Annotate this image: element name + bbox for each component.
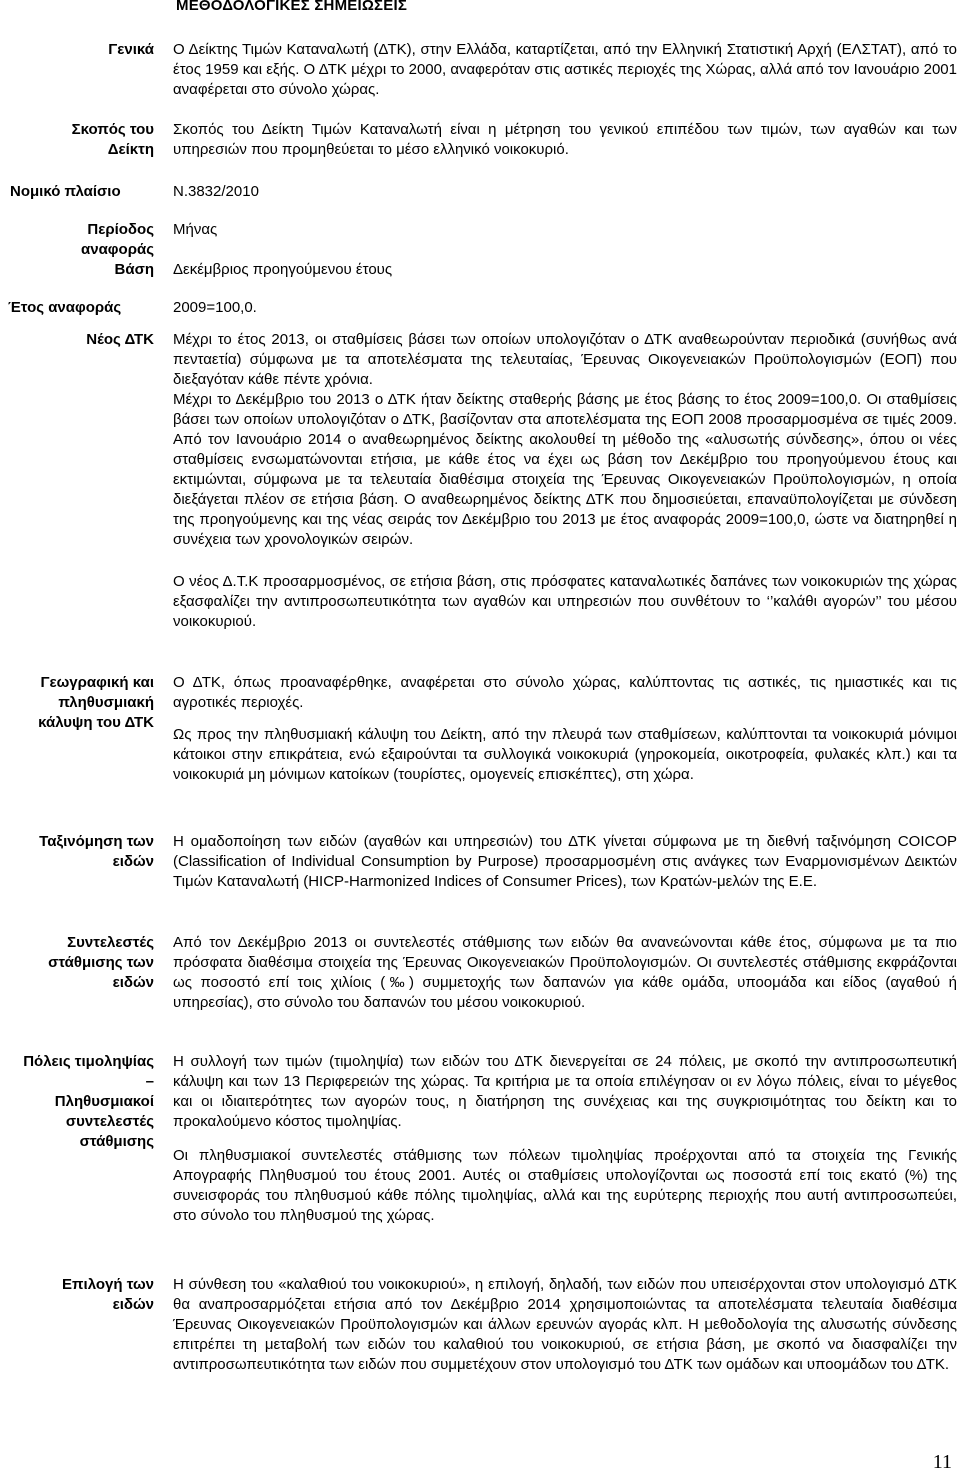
label-line: Πληθυσμιακοί (54, 1093, 154, 1110)
label-line: πληθυσμιακή (58, 694, 154, 711)
section-label: Νομικό πλαίσιο (10, 183, 121, 200)
label-line: Συντελεστές (67, 934, 154, 951)
paragraph: Δεκέμβριος προηγούμενου έτους (173, 261, 393, 278)
section-label (0, 832, 154, 872)
label-line: στάθμισης (79, 1133, 154, 1150)
section-text (173, 40, 957, 100)
label-line: Πόλεις τιμοληψίας (23, 1053, 154, 1070)
label-line: Γεωγραφική και (40, 674, 154, 691)
label-line: Επιλογή των (62, 1276, 154, 1293)
section-label: Γενικά (108, 41, 154, 58)
paragraph: Ο ΔΤΚ, όπως προαναφέρθηκε, αναφέρεται στο σύνολο χώρας, καλύπτοντας τις αστικές, τις ημιαστικές και τις αγροτικές περιοχές. (173, 674, 957, 711)
section-text (173, 220, 957, 240)
section-label (0, 220, 154, 260)
paragraph: Οι πληθυσμιακοί συντελεστές στάθμισης των πόλεων τιμοληψίας προέρχονται από τα στοιχεία της Γενικής Απογραφής Πληθυσμού του έτους 2001. Αυτές οι σταθμίσεις υπολογίζονται ως ποσοστά επί τοις εκατό (%) της συνεισφοράς του πληθυσμού κάθε πόλης τιμοληψίας, αλλά και της ευρύτερης περιοχής που αυτή αντιπροσωπεύει, στο σύνολο του πληθυσμού της χώρας. (173, 1147, 957, 1224)
section-text (173, 1052, 957, 1226)
paragraph: Ο νέος Δ.Τ.Κ προσαρμοσμένος, σε ετήσια βάση, στις πρόσφατες καταναλωτικές δαπάνες των νοικοκυριών της χώρας εξασφαλίζει την αντιπροσωπευτικότητα των αγαθών και υπηρεσιών που συνθέτουν το ‘’καλάθι αγορών’’ του μέσου νοικοκυριού. (173, 573, 957, 630)
section-label: Βάση (114, 261, 154, 278)
section-label (0, 933, 154, 993)
paragraph: Μέχρι το Δεκέμβριο του 2013 ο ΔΤΚ ήταν δείκτης σταθερής βάσης με έτος βάσης το έτος 2009=100,0. Οι σταθμίσεις βάσει των οποίων υπολογιζόταν ο ΔΤΚ, βασίζονταν στα αποτελέσματα της ΕΟΠ 2008 προσαρμοσμένα σε τιμές 2009. Από τον Ιανουάριο 2014 ο αναθεωρημένος δείκτης ακολουθεί τη μέθοδο της «αλυσωτής σύνδεσης», όπου οι νέες σταθμίσεις ενσωματώνονται ετήσια, με κάθε έτος να έχει ως βάση τον Δεκέμβριο του προηγούμενου έτους και εκτιμώνται, σύμφωνα με τα τελευταία διαθέσιμα στοιχεία της Έρευνας Οικογενειακών Προϋπολογισμών, η οποία διεξάγεται πλέον σε ετήσια βάση. Ο αναθεωρημένος δείκτης ΔΤΚ που δημοσιεύεται, επαναϋπολογίζεται με σύνδεση της προηγούμενης και της νέας σειράς τον Δεκέμβριο του 2013 με έτος αναφοράς 2009=100,0, ώστε να διατηρηθεί η συνέχεια των χρονολογικών σειρών. (173, 391, 957, 548)
label-line: Ταξινόμηση των (39, 833, 154, 850)
section-text (173, 673, 957, 785)
section-text (173, 330, 957, 632)
label-line: – (145, 1073, 154, 1090)
label-line: στάθμισης των (48, 954, 154, 971)
page-title: ΜΕΘΟΔΟΛΟΓΙΚΕΣ ΣΗΜΕΙΩΣΕΙΣ (176, 0, 408, 14)
paragraph: 2009=100,0. (173, 299, 257, 316)
paragraph: Η σύνθεση του «καλαθιού του νοικοκυριού», η επιλογή, δηλαδή, των ειδών που υπεισέρχονται στον υπολογισμό ΔΤΚ θα αναπροσαρμόζεται ετήσια από τον Δεκέμβριο 2014 χρησιμοποιώντας τα αποτελέσματα τελευταία διαθέσιμα Έρευνας Οικογενειακών Προϋπολογισμών και άλλων ερευνών αγοράς κλπ. Η μεθοδολογία της αλυσωτής σύνδεσης επιτρέπει τη μεταβολή των ειδών του καλαθιού του νοικοκυριού, σε ετήσια βάση, με σκοπό να διασφαλίζει την αντιπροσωπευτικότητα των ειδών που συμμετέχουν στον υπολογισμό του ΔΤΚ των ομάδων και υποομάδων του ΔΤΚ. (173, 1276, 957, 1373)
section-text (173, 298, 957, 318)
section-text (173, 1275, 957, 1375)
paragraph: Ως προς την πληθυσμιακή κάλυψη του Δείκτη, από την πλευρά των σταθμίσεων, καλύπτονται τα νοικοκυριά μόνιμοι κάτοικοι στην επικράτεια, ενώ εξαιρούνται τα συλλογικά νοικοκυριά (γηροκομεία, οικοτροφεία, φυλακές κλπ.) και τα νοικοκυριά μη μόνιμων κατοίκων (τουρίστες, ομογενείς επισκέπτες), στη χώρα. (173, 726, 957, 783)
label-line: ειδών (112, 974, 154, 991)
section-text (173, 832, 957, 892)
section-text (173, 182, 957, 202)
section-text (173, 260, 957, 280)
label-line: Σκοπός του (71, 121, 154, 138)
label-line: αναφοράς (81, 241, 154, 258)
label-line: ειδών (112, 853, 154, 870)
section-label (0, 673, 154, 733)
paragraph: Η συλλογή των τιμών (τιμοληψία) των ειδών του ΔΤΚ διενεργείται σε 24 πόλεις, με σκοπό την αντιπροσωπευτική κάλυψη και των 13 Περιφερειών της χώρας. Τα κριτήρια με τα οποία επιλέγησαν οι εν λόγω πόλεις, είναι το μέγεθος και οι ιδιαιτερότητες των αγορών τους, η διατήρηση της συνέχειας και της συγκρισιμότητας του δείκτη και το προκαλούμενο κόστος τιμοληψίας. (173, 1053, 957, 1130)
label-line: Περίοδος (87, 221, 154, 238)
label-line: κάλυψη του ΔΤΚ (38, 714, 154, 731)
label-line: συντελεστές (65, 1113, 154, 1130)
paragraph: Ν.3832/2010 (173, 183, 259, 200)
paragraph: Μήνας (173, 221, 218, 238)
label-line: ειδών (112, 1296, 154, 1313)
paragraph: Μέχρι το έτος 2013, οι σταθμίσεις βάσει των οποίων υπολογιζόταν ο ΔΤΚ αναθεωρούνταν περιοδικά (συνήθως ανά πενταετία) σύμφωνα με τα αποτελέσματα της τελευταίας, Έρευνας Οικογενειακών Προϋπολογισμών (ΕΟΠ) που διεξαγόταν κάθε πέντε χρόνια. (173, 331, 957, 388)
section-text (173, 933, 957, 1013)
section-label: Νέος ΔΤΚ (86, 331, 154, 348)
label-line: Δείκτη (107, 141, 154, 158)
paragraph: Από τον Δεκέμβριο 2013 οι συντελεστές στάθμισης των ειδών θα ανανεώνονται κάθε έτος, σύμφωνα με τα πιο πρόσφατα διαθέσιμα στοιχεία της Έρευνας Οικογενειακών Προϋπολογισμών. Οι συντελεστές στάθμισης εκφράζονται ως ποσοστό επί τοις χιλίοις (‰) συμμετοχής των δαπανών για κάθε ομάδα, υποομάδα και είδος (αγαθού ή υπηρεσίας), στο σύνολο του δαπανών του μέσου νοικοκυριού. (173, 934, 957, 1011)
paragraph: Σκοπός του Δείκτη Τιμών Καταναλωτή είναι η μέτρηση του γενικού επιπέδου των τιμών, των αγαθών και των υπηρεσιών που προμηθεύεται το μέσο ελληνικό νοικοκυριό. (173, 121, 957, 158)
section-label (0, 120, 154, 160)
paragraph: Ο Δείκτης Τιμών Καταναλωτή (ΔΤΚ), στην Ελλάδα, καταρτίζεται, από την Ελληνική Στατιστική Αρχή (ΕΛΣΤΑΤ), από το έτος 1959 και εξής. Ο ΔΤΚ μέχρι το 2000, αναφερόταν στις αστικές περιοχές της Χώρας, αλλά από τον Ιανουάριο 2001 αναφέρεται στο σύνολο χώρας. (173, 41, 957, 98)
section-label (0, 1052, 154, 1152)
section-text (173, 120, 957, 160)
page-number: 11 (932, 1451, 952, 1473)
paragraph: Η ομαδοποίηση των ειδών (αγαθών και υπηρεσιών) του ΔΤΚ γίνεται σύμφωνα με τη διεθνή ταξινόμηση COICOP (Classification of Individual Consumption by Purpose) προσαρμοσμένη στις ανάγκες των Εναρμονισμένων Δεικτών Τιμών Καταναλωτή (HICP-Harmonized Indices of Consumer Prices), των Κρατών-μελών της Ε.Ε. (173, 833, 957, 890)
section-label (0, 1275, 154, 1315)
section-label: Έτος αναφοράς (8, 299, 122, 316)
